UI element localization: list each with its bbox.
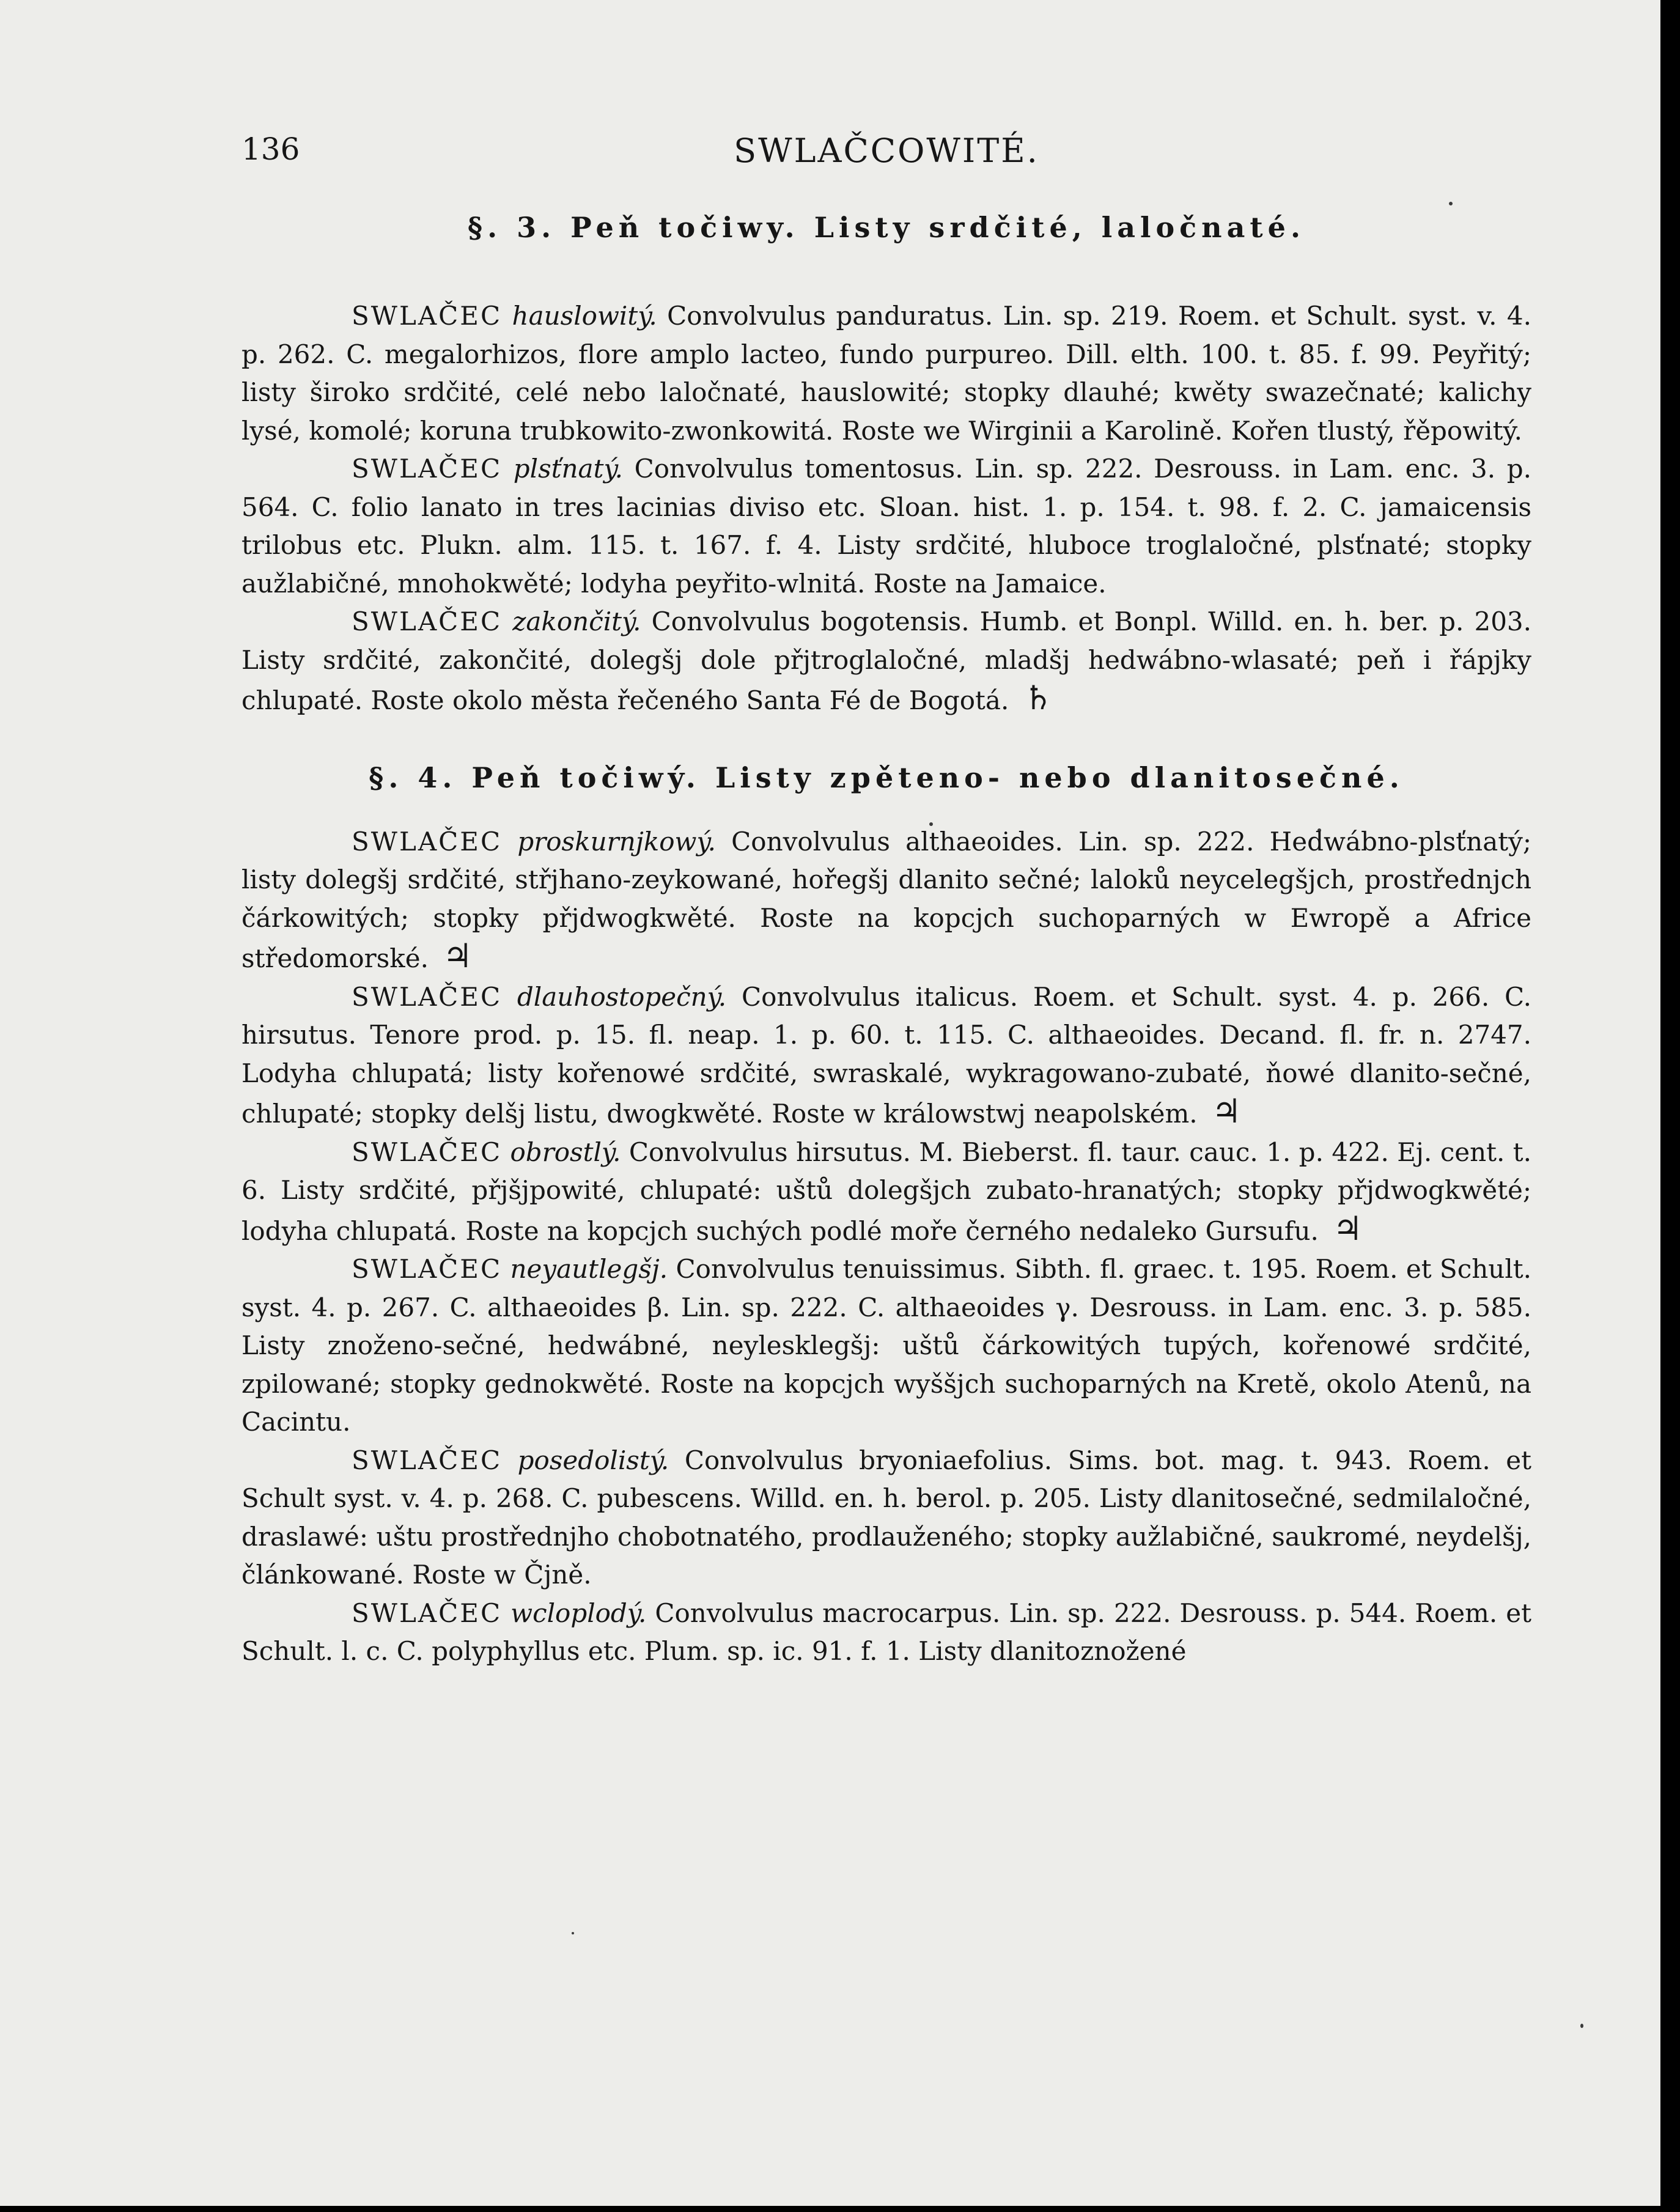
genus-name: SWLAČEC bbox=[352, 1598, 503, 1628]
page-text bbox=[241, 131, 1531, 1671]
entry-text: Convolvulus macrocarpus. Lin. sp. 222. Desrouss. p. 544. Roem. et Schult. l. c. C. polyphyllus etc. Plum. sp. ic. 91. f. 1. Listy dlanitoznožené bbox=[241, 1598, 1531, 1666]
shrub-symbol: ♄ bbox=[1023, 679, 1053, 717]
perennial-symbol: ♃ bbox=[1211, 1092, 1242, 1130]
scan-speck bbox=[1580, 2024, 1583, 2028]
species-entry bbox=[241, 823, 1531, 978]
page-number: 136 bbox=[241, 131, 300, 167]
genus-name: SWLAČEC bbox=[352, 1137, 503, 1167]
section-heading: §. 3. Peň točiwy. Listy srdčité, laločnaté. bbox=[468, 211, 1305, 244]
species-entry bbox=[241, 297, 1531, 450]
scan-border bbox=[1660, 0, 1680, 2212]
page-header bbox=[241, 131, 1531, 180]
entry-text: Convolvulus hirsutus. M. Bieberst. fl. taur. cauc. 1. p. 422. Ej. cent. t. 6. Listy srdčité, přjšjpowité, chlupaté: uštů dolegšjch zubato-hranatých; stopky přjdwogkwěté; lodyha chlupatá. Roste na kopcjch suchých podlé moře černého nedaleko Gursufu. bbox=[241, 1137, 1531, 1246]
scan-speck bbox=[572, 1932, 574, 1934]
genus-name: SWLAČEC bbox=[352, 826, 503, 857]
species-epithet: neyautlegšj. bbox=[510, 1254, 668, 1284]
species-epithet: obrostlý. bbox=[510, 1137, 621, 1167]
entry-text: Convolvulus bryoniaefolius. Sims. bot. mag. t. 943. Roem. et Schult syst. v. 4. p. 268. C. pubescens. Willd. en. h. berol. p. 205. Listy dlanitosečné, sedmilaločné, draslawé: uštu prostřednjho chobotnatého, prodlauženého; stopky aužlabičné, saukromé, neydelšj, článkowané. Roste w Čjně. bbox=[241, 1445, 1531, 1590]
species-epithet: wcloplodý. bbox=[510, 1598, 647, 1628]
species-entry bbox=[241, 1134, 1531, 1251]
species-epithet: dlauhostopečný. bbox=[517, 981, 727, 1012]
species-epithet: proskurnjkowý. bbox=[517, 826, 716, 857]
genus-name: SWLAČEC bbox=[352, 1254, 503, 1284]
species-entry bbox=[241, 1594, 1531, 1671]
species-epithet: zakončitý. bbox=[512, 606, 641, 636]
species-epithet: posedolistý. bbox=[517, 1445, 669, 1475]
species-entry bbox=[241, 978, 1531, 1134]
genus-name: SWLAČEC bbox=[352, 981, 503, 1012]
entry-text: Convolvulus tomentosus. Lin. sp. 222. Desrouss. in Lam. enc. 3. p. 564. C. folio lanato in tres lacinias diviso etc. Sloan. hist. 1. p. 154. t. 98. f. 2. C. jamaicensis trilobus etc. Plukn. alm. 115. t. 167. f. 4. Listy srdčité, hluboce troglaločné, plsťnaté; stopky aužlabičné, mnohokwěté; lodyha peyřito-wlnitá. Roste na Jamaice. bbox=[241, 454, 1532, 599]
entry-text: Convolvulus bogotensis. Humb. et Bonpl. Willd. en. h. ber. p. 203. Listy srdčité, zakončité, dolegšj dole přjtroglaločné, mladšj hedwábno-wlasaté; peň i řápjky chlupaté. Roste okolo města řečeného Santa Fé de Bogotá. bbox=[241, 606, 1531, 715]
species-entry bbox=[241, 450, 1531, 603]
entry-text: Convolvulus tenuissimus. Sibth. fl. graec. t. 195. Roem. et Schult. syst. 4. p. 267. C. althaeoides β. Lin. sp. 222. C. althaeoides γ. Desrouss. in Lam. enc. 3. p. 585. Listy znoženo-sečné, hedwábné, neylesklegšj: uštů čárkowitých tupých, kořenowé srdčité, zpilowané; stopky gednokwěté. Roste na kopcjch wyššjch suchoparných na Kretě, okolo Atenů, na Cacintu. bbox=[241, 1254, 1531, 1437]
perennial-symbol: ♃ bbox=[443, 937, 473, 975]
species-entry bbox=[241, 603, 1531, 720]
section-heading: §. 4. Peň točiwý. Listy zpěteno- nebo dlanitosečné. bbox=[369, 761, 1404, 794]
species-entry bbox=[241, 1442, 1531, 1594]
genus-name: SWLAČEC bbox=[352, 1445, 503, 1475]
genus-name: SWLAČEC bbox=[352, 606, 503, 636]
perennial-symbol: ♃ bbox=[1333, 1209, 1363, 1248]
species-entry bbox=[241, 1250, 1531, 1442]
genus-name: SWLAČEC bbox=[352, 454, 503, 484]
genus-name: SWLAČEC bbox=[352, 301, 503, 331]
entry-text: Convolvulus italicus. Roem. et Schult. syst. 4. p. 266. C. hirsutus. Tenore prod. p. 15. fl. neap. 1. p. 60. t. 115. C. althaeoides. Decand. fl. fr. n. 2747. Lodyha chlupatá; listy kořenowé srdčité, swraskalé, wykragowano-zubaté, ňowé dlanito-sečné, chlupaté; stopky delšj listu, dwogkwěté. Roste w králowstwj neapolském. bbox=[241, 981, 1531, 1129]
running-title: SWLAČCOWITÉ. bbox=[734, 131, 1039, 170]
entry-text: Convolvulus althaeoides. Lin. sp. 222. Hedwábno-plsťnatý; listy dolegšj srdčité, střjhano-zeykowané, hořegšj dlanito sečné; laloků neycelegšjch, prostřednjch čárkowitých; stopky přjdwogkwěté. Roste na kopcjch suchoparných w Ewropě a Africe středomorské. bbox=[241, 826, 1531, 973]
species-epithet: hauslowitý. bbox=[512, 301, 657, 331]
species-epithet: plsťnatý. bbox=[513, 454, 623, 484]
entry-text: Convolvulus panduratus. Lin. sp. 219. Roem. et Schult. syst. v. 4. p. 262. C. megalorhizos, flore amplo lacteo, fundo purpureo. Dill. elth. 100. t. 85. f. 99. Peyřitý; listy široko srdčité, celé nebo laločnaté, hauslowité; stopky dlauhé; kwěty swazečnaté; kalichy lysé, komolé; koruna trubkowito-zwonkowitá. Roste we Wirginii a Karolině. Kořen tlustý, řěpowitý. bbox=[241, 301, 1531, 446]
